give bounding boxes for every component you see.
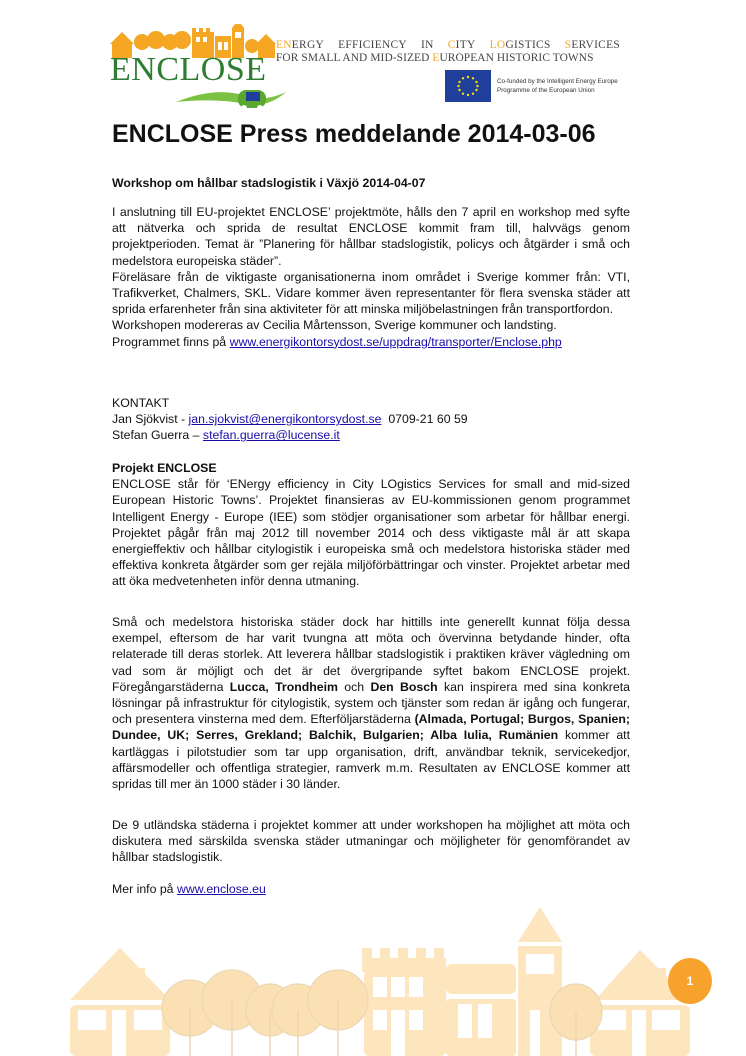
project-tagline [276,39,620,65]
moderator-text: Workshopen modereras av Cecilia Mårtensson, Sverige kommuner och landsting. [112,318,557,333]
page-title: ENCLOSE Press meddelande 2014-03-06 [112,120,596,148]
tagline-row1: ENERGY EFFICIENCY IN CITY LOGISTICS SERVICES [276,39,620,51]
page-number-badge: 1 [668,958,712,1004]
contact-row: Jan Sjökvist - jan.sjokvist@energikontorsydost.se 0709-21 60 59 [112,412,468,427]
project-heading: Projekt ENCLOSE [112,461,217,475]
logo-wordmark: ENCLOSE [110,51,267,88]
eu-stars-icon [445,70,491,102]
tagline-row2: FOR SMALL AND MID-SIZED EUROPEAN HISTORIC TOWNS [276,52,594,64]
frontrunner-cities: Lucca, Trondheim [229,679,338,694]
contact-section [112,395,630,444]
cities-section: Små och medelstora historiska städer dock har hittills inte generellt kunnat följa dessa exempel, eftersom de har varit tvungna att möta och övervinna betydande hinder, ofta relaterade till deras storlek. Att leverera hållbar stadslogistik i praktiken kräver vägledning om vad som är möjligt och det är det övergripande syftet bakom ENCLOSE projekt. Föregångarstäderna Lucca, Trondheim och Den Bosch kan inspirera med sina konkreta lösningar på infrastruktur för citylogistik, system och tjänster som redan är igång och fungerar, och presentera vinsterna med dem. Efterföljarstäderna (Almada, Portugal; Burgos, Spanien; Dundee, UK; Serres, Grekland; Balchik, Bulgarien; Alba Iulia, Rumänien kommer att kartläggas i pilotstudier som tar upp organisation, drift, användbar teknik, servicekedjor, affärsmodeller och offentliga strategier, ramverk m.m. Resultaten av ENCLOSE kommer att spridas till mer än 1000 städer i 30 länder. [112,615,631,792]
more-info-line: Mer info på www.enclose.eu [112,882,266,896]
contact-row: Stefan Guerra – stefan.guerra@lucense.it [112,428,340,443]
contact-heading: KONTAKT [112,396,170,410]
project-description: ENCLOSE står för ‘ENergy efficiency in City LOgistics Services for small and mid-sized European Historic Towns’. Projektet finansieras av EU-kommissionen genom programmet Intelligent Energy - Europe (IEE) som stödjer organisationer som arbetar för hållbar energi. Projektet pågår från maj 2012 till november 2014 och dess viktigaste mål är att skapa energieffektiv och hållbar citylogistik i europeiska små och medelstora historiska städer med effektiva konkreta åtgärder som ger rejäla miljöförbättringar och vinster. Projektet arbetar med att öka medvetenheten inför denna utmaning. [112,477,630,589]
frontrunner-city: Den Bosch [370,679,438,694]
email-link-stefan[interactable]: stefan.guerra@lucense.it [202,428,340,443]
follower-cities: (Almada, Portugal; Burgos, Spanien; Dundee, UK; Serres, Grekland; Balchik, Bulgarien; Alba Iulia, Rumänien [112,712,630,743]
program-line: Programmet finns på www.energikontorsydost.se/uppdrag/transporter/Enclose.php [112,334,562,349]
enclose-logo [108,24,278,110]
green-truck-swoosh-icon [176,88,286,112]
eu-flag-icon [445,70,491,102]
project-section [112,460,630,590]
subtitle: Workshop om hållbar stadslogistik i Växjö 2014-04-07 [112,176,426,190]
footer-town-skyline-icon [0,900,746,1056]
program-link[interactable]: www.energikontorsydost.se/uppdrag/transporter/Enclose.php [229,334,562,349]
intro-section [112,204,630,350]
enclose-website-link[interactable]: www.enclose.eu [176,882,266,896]
intro-paragraph-2: Föreläsare från de viktigaste organisationerna inom området i Sverige kommer från: VTI, Trafikverket, Chalmers, SKL. Vidare kommer även representanter för flera svenska städer att sprida erfarenheter från sina aktiviteter för att minska miljöbelastningen från transportfordon. [112,269,630,317]
eu-cofunded-text: Co-funded by the Intelligent Energy Europe Programme of the European Union [497,78,618,94]
foreign-cities-paragraph: De 9 utländska städerna i projektet kommer att under workshopen ha möjlighet att möta och diskutera med särskilda svenska städer utmaningar och möjligheter för genomförandet av hållbar stadslogistik. [112,818,630,865]
email-link-jan[interactable]: jan.sjokvist@energikontorsydost.se [188,412,382,427]
intro-paragraph-1: I anslutning till EU-projektet ENCLOSE’ projektmöte, hålls den 7 april en workshop med syfte att nätverka och sprida de resultat ENCLOSE kommit fram till, halvvägs genom projektperioden. Temat är ”Planering för hållbar stadslogistik, policys och åtgärder i små och medelstora europeiska städer”. [112,205,630,268]
